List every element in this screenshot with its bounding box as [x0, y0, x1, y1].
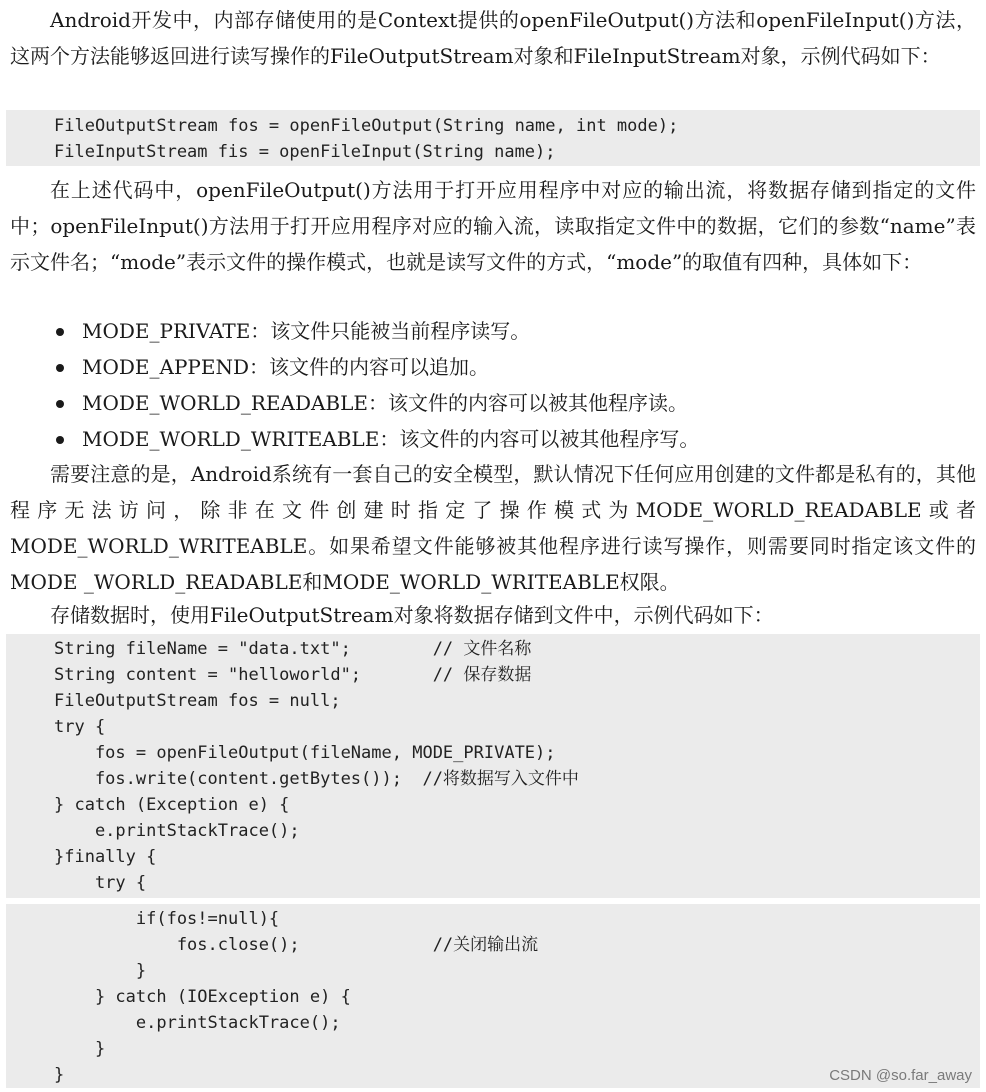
mode-world-writeable-text: MODE_WORLD_WRITEABLE：该文件的内容可以被其他程序写。	[82, 427, 700, 451]
mode-private-text: MODE_PRIVATE：该文件只能被当前程序读写。	[82, 319, 531, 343]
code-signatures-text: FileOutputStream fos = openFileOutput(String name, int mode); FileInputStream fis = openFileInput(String name);	[54, 116, 679, 162]
mode-list	[10, 313, 976, 457]
code-block-signatures	[6, 110, 980, 166]
bullet-icon	[56, 328, 64, 336]
mode-world-readable-text: MODE_WORLD_READABLE：该文件的内容可以被其他程序读。	[82, 391, 688, 415]
mode-append-text: MODE_APPEND：该文件的内容可以追加。	[82, 355, 490, 379]
list-item	[10, 385, 976, 421]
code-block-write-part1	[6, 634, 980, 898]
params-paragraph: 在上述代码中，openFileOutput()方法用于打开应用程序中对应的输出流，将数据存储到指定的文件中；openFileInput()方法用于打开应用程序对应的输入流，读取指定文件中的数据，它们的参数“name”表示文件名；“mode”表示文件的操作模式，也就是读写文件的方式，“mode”的取值有四种，具体如下：	[10, 178, 976, 274]
security-paragraph: 需要注意的是，Android系统有一套自己的安全模型，默认情况下任何应用创建的文件都是私有的，其他程序无法访问，除非在文件创建时指定了操作模式为MODE_WORLD_READABLE或者MODE_WORLD_WRITEABLE。如果希望文件能够被其他程序进行读写操作，则需要同时指定该文件的MODE _WORLD_READABLE和MODE_WORLD_WRITEABLE权限。	[10, 462, 976, 594]
intro-paragraph: Android开发中，内部存储使用的是Context提供的openFileOutput()方法和openFileInput()方法，这两个方法能够返回进行读写操作的FileOutputStream对象和FileInputStream对象，示例代码如下：	[10, 8, 976, 68]
bullet-icon	[56, 436, 64, 444]
csdn-watermark: CSDN @so.far_away	[829, 1067, 972, 1084]
store-paragraph: 存储数据时，使用FileOutputStream对象将数据存储到文件中，示例代码如下：	[50, 603, 774, 627]
code-write-part2-text: if(fos!=null){ fos.close(); //关闭输出流 } } catch (IOException e) { e.printStackTrace(); } }	[54, 909, 539, 1085]
code-block-write-part2	[6, 904, 980, 1088]
list-item	[10, 349, 976, 385]
bullet-icon	[56, 400, 64, 408]
code-write-part1-text: String fileName = "data.txt"; // 文件名称 String content = "helloworld"; // 保存数据 FileOutputStream fos = null; try { fos = openFileOutput(fileName, MODE_PRIVATE); fos.write(content.getBytes()); //将数据写入文件中 } catch (Exception e) { e.printStackTrace(); }finally { try {	[54, 639, 579, 893]
list-item	[10, 421, 976, 457]
bullet-icon	[56, 364, 64, 372]
list-item	[10, 313, 976, 349]
